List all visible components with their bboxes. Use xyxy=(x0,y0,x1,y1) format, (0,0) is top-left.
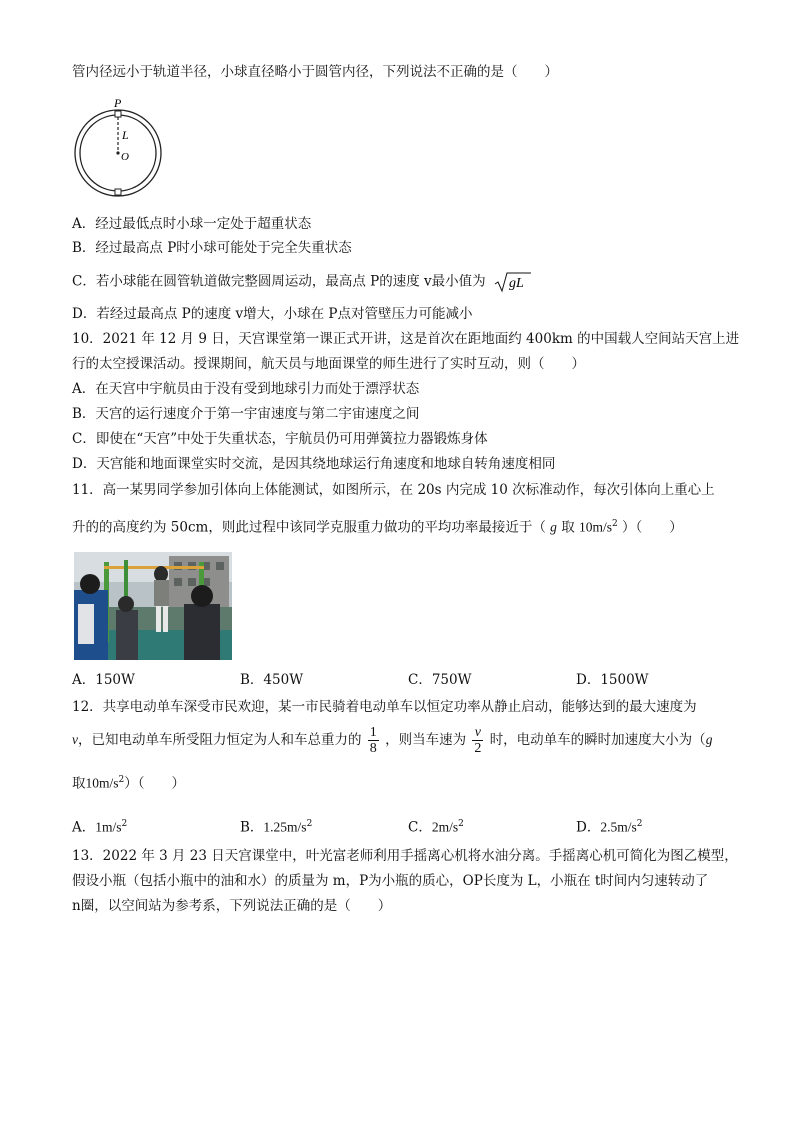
q9-option-c-text: C．若小球能在圆管轨道做完整圆周运动，最高点 P的速度 v最小值为 xyxy=(72,273,486,290)
q11-option-d: D．1500W xyxy=(576,672,649,688)
fraction-one-eighth: $\frac{1}{8}$ xyxy=(369,725,377,756)
q12-option-b: B．$1.25m/s^2$ xyxy=(240,819,313,836)
q10-stem-line1: 10．2021 年 12 月 9 日，天宫课堂第一课正式开讲，这是首次在距地面约 400km 的中国载人空间站天宫上进 xyxy=(72,331,740,347)
q13-stem-line2: 假设小瓶（包括小瓶中的油和水）的质量为 m，P为小瓶的质心，OP长度为 L，小瓶在 t时间内匀速转动了 xyxy=(72,873,709,889)
q9-option-d: D．若经过最高点 P的速度 v增大，小球在 P点对管壁压力可能减小 xyxy=(72,306,473,322)
q12-option-a: A．$1m/s^2$ xyxy=(72,819,128,836)
q11-line2-text: 升的的高度约为 50cm，则此过程中该同学克服重力做功的平均功率最接近于（ xyxy=(72,519,546,536)
q12-option-c: C．$2m/s^2$ xyxy=(408,819,464,836)
label-o: O xyxy=(121,151,129,163)
ball-top xyxy=(115,111,121,117)
q9-stem-tail: 管内径远小于轨道半径，小球直径略小于圆管内径，下列说法不正确的是（ ） xyxy=(72,64,558,80)
q12-line2-text-b: ，则当车速为 xyxy=(385,732,467,748)
q11-line2-suffix: ）（ ） xyxy=(622,519,683,536)
q11-take-word: 取 xyxy=(561,519,575,536)
q11-stem-line1: 11．高一某男同学参加引体向上体能测试，如图所示，在 20s 内完成 10 次标准动作，每次引体向上重心上 xyxy=(72,482,715,498)
q12-stem-line1: 12．共享电动单车深受市民欢迎，某一市民骑着电动单车以恒定功率从静止启动，能够达到的最大速度为 xyxy=(72,699,697,715)
pull-up-photo xyxy=(74,552,232,660)
q9-option-b: B．经过最高点 P时小球可能处于完全失重状态 xyxy=(72,240,352,256)
center-point xyxy=(116,151,119,154)
circular-tube-figure xyxy=(74,96,166,204)
fraction-v-over-2: $\frac{v}{2}$ xyxy=(474,725,482,756)
q12-line2-text-c: 时，电动单车的瞬时加速度大小为（ xyxy=(489,732,706,748)
q10-option-c: C．即使在“天宫”中处于失重状态，宇航员仍可用弹簧拉力器锻炼身体 xyxy=(72,431,488,447)
q11-g-sup: 2 xyxy=(612,519,618,529)
q11-option-a: A．150W xyxy=(72,672,135,688)
q12-stem-line2 xyxy=(72,725,712,756)
q11-g-value: 10m/s xyxy=(578,519,612,535)
label-p: P xyxy=(114,96,122,110)
ball-bottom xyxy=(115,189,121,195)
label-l: L xyxy=(122,128,129,142)
q12-g-sup: 2 xyxy=(118,775,125,785)
q11-option-c: C．750W xyxy=(408,672,472,688)
q11-g-symbol: g xyxy=(550,519,557,535)
q12-g-symbol: g xyxy=(705,732,713,747)
sqrt-formula xyxy=(494,271,532,293)
q13-stem-line1: 13．2022 年 3 月 23 日天宫课堂中，叶光富老师利用手摇离心机将水油分离。手摇离心机可简化为图乙模型， xyxy=(72,848,738,864)
q9-option-c xyxy=(72,271,532,293)
q12-g-value: 10m/s xyxy=(85,775,119,791)
q11-stem-line2 xyxy=(72,514,683,538)
q12-line3-suffix: ）（ ） xyxy=(124,775,185,792)
q11-option-b: B．450W xyxy=(240,672,304,688)
q10-option-a: A．在天宫中宇航员由于没有受到地球引力而处于漂浮状态 xyxy=(72,381,420,397)
sqrt-radicand: gL xyxy=(508,276,524,291)
q12-stem-line3 xyxy=(72,770,185,794)
q9-option-a: A．经过最低点时小球一定处于超重状态 xyxy=(72,216,312,232)
q12-take-word: 取 xyxy=(72,775,86,792)
q12-option-d: D．$2.5m/s^2$ xyxy=(576,819,643,836)
q12-line2-text-a: ，已知电动单车所受阻力恒定为人和车总重力的 xyxy=(78,732,362,748)
sqrt-sign-icon xyxy=(494,271,532,293)
q13-stem-line3: n圈，以空间站为参考系，下列说法正确的是（ ） xyxy=(72,898,392,914)
q12-v-symbol: v xyxy=(72,732,78,747)
q10-stem-line2: 行的太空授课活动。授课期间，航天员与地面课堂的师生进行了实时互动，则（ ） xyxy=(72,356,585,372)
q10-option-b: B．天宫的运行速度介于第一宇宙速度与第二宇宙速度之间 xyxy=(72,406,420,422)
q10-option-d: D．天宫能和地面课堂实时交流，是因其绕地球运行角速度和地球自转角速度相同 xyxy=(72,456,556,472)
